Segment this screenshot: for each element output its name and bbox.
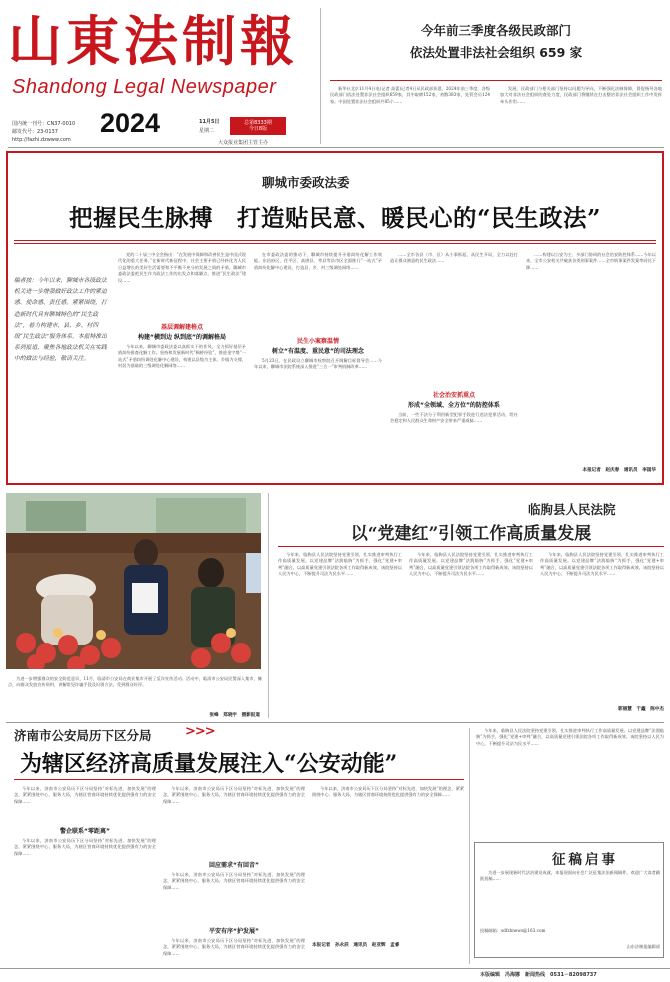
feature-col4-body: ……构建以公安为主、多部门协同的社会治安防控体系……今年以来，全市公安机关共破获各类刑事案件……全市刑事案件发案率同比下降…… bbox=[526, 252, 656, 270]
jinan-col2-body2: 今年以来，济南市公安局历下区分局坚持“对标先进、加快发展”的理念，紧紧围绕中心、服务大局，为辖区营商环境持续优化提供强有力的安全保障…… bbox=[163, 872, 305, 890]
edition-weekday: 星期二 bbox=[199, 128, 215, 134]
edition-date: 11月5日 bbox=[199, 119, 220, 125]
feature-col3-body2: 当前，一些不法分子利用新型犯罪手段进行违法犯罪活动，给社会稳定和人民群众生命财产安全带来严重威胁…… bbox=[390, 412, 518, 424]
issue-number: 总第8333期 bbox=[244, 120, 272, 126]
page-footer bbox=[0, 968, 670, 982]
jinan-subhead-2: 回应需求“有回音” bbox=[209, 862, 259, 869]
jinan-byline: 本报记者 孙永辰 通讯员 赵亚辉 孟睿 bbox=[312, 943, 400, 948]
column-divider bbox=[320, 8, 321, 144]
linqu-byline: 郭丽慧 于鑫 陈中杰 bbox=[618, 707, 664, 712]
website-url[interactable]: http://fazhi.dzwww.com bbox=[12, 137, 71, 143]
masthead-logo: 山東法制報 bbox=[8, 9, 298, 73]
teaser-body-right: 发展。民政部门与相关部门坚持以问题为导向，不断强化法制保障，督促指导各地加大对非法社会组织的查处力度，民政部门将继续在打击整治非法社会组织工作中发挥牵头作用…… bbox=[500, 86, 662, 104]
section-divider bbox=[6, 722, 664, 723]
news-photo[interactable] bbox=[6, 493, 261, 669]
linqu-headline[interactable]: 以“党建红”引领工作高质量发展 bbox=[350, 524, 592, 544]
jinan-intro: 今年以来，济南市公安局历下区分局坚持“对标先进、加快发展”的理念，紧紧围绕中心、服务大局，为辖区营商环境持续优化提供强有力的安全保障…… bbox=[14, 786, 156, 804]
chevron-right-icon: >>> bbox=[185, 724, 215, 739]
feature-col3-body1: ……全市各县（市、区）从小事抓起、从民生开局，全力以赴打造让群众满意的民生政法…… bbox=[390, 252, 518, 264]
linqu-body-col3: 今年来，临朐县人民法院坚持党建引领，扎实推进审判执行工作高质量发展。以党建品牌“法润临朐”为抓手，强化“党建+审判”融合，以高质量党建引领法院各项工作取得新成效。该院坚持以人民为中心，不断提升司法为民水平…… bbox=[540, 552, 664, 577]
feature-col1-subhead: 基层调解建格点 bbox=[160, 324, 203, 331]
issue-badge bbox=[230, 117, 286, 135]
photo-caption: 为进一步增强群众的安全防范意识，11月，临清市公安局在商业集市开展了反诈宣传活动。活动中，临清市公安局民警深入集市、摊点，向群众发放宣传资料，讲解常见诈骗手段及识别方法，受到群众好评。 bbox=[8, 676, 262, 688]
linqu-continued-body: 今年来，临朐县人民法院坚持党建引领，扎实推进审判执行工作高质量发展。以党建品牌“法润临朐”为抓手，强化“党建+审判”融合，以高质量党建引领法院各项工作取得新成效。该院坚持以人民为中心，不断提升司法为民水平…… bbox=[476, 728, 664, 746]
edition-year: 2024 bbox=[100, 108, 161, 138]
publisher-line: 大众报业集团主管主办 bbox=[218, 140, 269, 146]
column-divider bbox=[268, 493, 269, 718]
linqu-kicker[interactable]: 临朐县人民法院 bbox=[528, 502, 616, 517]
call-for-papers-signature: 山东法制报编辑部 bbox=[626, 944, 660, 949]
submission-email[interactable]: 投稿邮箱：sdfzbnews@163.com bbox=[480, 928, 546, 933]
jinan-rule bbox=[14, 779, 464, 780]
masthead-divider bbox=[8, 147, 664, 148]
linqu-body-col2: 今年来，临朐县人民法院坚持党建引领，扎实推进审判执行工作高质量发展。以党建品牌“法润临朐”为抓手，强化“党建+审判”融合，以高质量党建引领法院各项工作取得新成效。该院坚持以人民为中心，不断提升司法为民水平…… bbox=[409, 552, 533, 577]
feature-col2-subhead: 民生小案察温情 bbox=[296, 338, 339, 345]
footer-text: 本版编辑 冯海娜 新闻热线 0531－82098737 bbox=[480, 972, 597, 978]
linqu-rule bbox=[278, 546, 664, 547]
jinan-subhead-1: 警企联系“零距离” bbox=[60, 828, 110, 835]
feature-col1-subhead2: 构建“横到边 纵到底”的调解格局 bbox=[138, 334, 226, 341]
page-count: 今日8版 bbox=[248, 126, 268, 132]
market-scene-illustration bbox=[6, 493, 261, 669]
feature-col1-intro: 党的二十届三中全会指出：“在发展中保障和改善民生是中国式现代化的重大任务。”在新时代新征程中，社会主要矛盾已经转化为人民日益增长的美好生活需要和不平衡不充分的发展之间的矛盾。聊城市委政法委把民生作为政法工作的出发点和落脚点，推进“民生政法”建设…… bbox=[118, 252, 246, 283]
photo-credit: 张峰 郑晓宇 摄影报道 bbox=[209, 713, 260, 718]
masthead-english-title: Shandong Legal Newspaper bbox=[12, 76, 277, 98]
feature-byline: 本报记者 赵庆春 通讯员 李国华 bbox=[582, 468, 656, 473]
feature-col3-subhead2: 形成“全领域、全方位”的防控体系 bbox=[408, 402, 500, 409]
call-for-papers-body: 为进一步展现新时代法治建设成就，本报现面向社会广泛征集法治新闻稿件。欢迎广大读者踊跃投稿…… bbox=[480, 870, 660, 882]
feature-headline[interactable]: 把握民生脉搏 打造贴民意、暖民心的“民生政法” bbox=[68, 204, 602, 232]
teaser-body-left: 新华社北京11月4日电(记者 高蕾)记者4日从民政部获悉，2024年前三季度，各级民政部门依法处置非法社会组织659家，其中取缔152家，劝散383家，处罚会员124家。中国处置非法社会组织共85个…… bbox=[330, 86, 490, 104]
jinan-col1-body: 今年以来，济南市公安局历下区分局坚持“对标先进、加快发展”的理念，紧紧围绕中心、服务大局，为辖区营商环境持续优化提供强有力的安全保障…… bbox=[14, 838, 156, 856]
teaser-title-line1[interactable]: 今年前三季度各级民政部门 bbox=[420, 23, 571, 38]
teaser-headline-block[interactable] bbox=[330, 20, 662, 64]
call-for-papers-title[interactable]: 征稿启事 bbox=[552, 852, 618, 868]
teaser-title-line2[interactable]: 依法处置非法社会组织 659 家 bbox=[409, 45, 583, 60]
jinan-col2-body3: 今年以来，济南市公安局历下区分局坚持“对标先进、加快发展”的理念，紧紧围绕中心、服务大局，为辖区营商环境持续优化提供强有力的安全保障…… bbox=[163, 938, 305, 956]
teaser-rule bbox=[330, 80, 662, 81]
feature-rule-bottom bbox=[14, 243, 656, 244]
feature-rule-top bbox=[14, 240, 656, 241]
registration-number: 国内统一刊号：CN37-0010 bbox=[12, 121, 76, 127]
jinan-headline[interactable]: 为辖区经济高质量发展注入“公安动能” bbox=[20, 751, 398, 777]
footer-rule bbox=[0, 968, 670, 969]
feature-kicker[interactable]: 聊城市委政法委 bbox=[262, 175, 350, 190]
postal-code: 邮发代号：23-0137 bbox=[12, 129, 58, 135]
jinan-col3-body: 今年以来，济南市公安局历下区分局坚持“对标先进、加快发展”的理念，紧紧围绕中心、服务大局，为辖区营商环境持续优化提供强有力的安全保障…… bbox=[312, 786, 464, 798]
feature-col2-body1: 在市委政法委的推动下，聊城市持续提升矛盾纠纷化解工作效能。东昌府区、茌平区、高唐县、莘县等县市区全面推行“一站式”矛盾纠纷化解中心建设，打造县、乡、村三级调处网络…… bbox=[254, 252, 382, 270]
editor-note: 编者按：今年以来，聊城市各级政法机关进一步增强做好政法工作的紧迫感、使命感、责任感，紧紧围绕，打造新时代具有聊城特色的“民生政法”，着力构建市、县、乡、村四级“民生政法”服务体系。本报特推出系列报道，聚焦各地政法机关在实践中的做法与经验，敬请关注。 bbox=[14, 278, 107, 363]
feature-col2-subhead2: 树立“有温度、重民意”的司法理念 bbox=[272, 348, 364, 355]
feature-col3-subhead: 社会治安抓重点 bbox=[432, 392, 475, 399]
feature-col1-body: 今年以来，聊城市委政法委以真抓实干的作风，全力抓好基层矛盾纠纷排查化解工作。坚持和发展新时代“枫桥经验”，推进金字塔“一站式”矛盾纠纷调处化解中心建设，构建以县级为主体、乡镇为支撑、村居为基础的三级调处化解网络…… bbox=[118, 344, 246, 369]
column-divider bbox=[469, 728, 470, 964]
feature-col2-body2: 5月23日，在民政设立聊城市检察院召开调解目标督导会……今年以来，聊城市法院系统深入推进“三合一”审判机制改革…… bbox=[254, 358, 382, 370]
jinan-col2-body1: 今年以来，济南市公安局历下区分局坚持“对标先进、加快发展”的理念，紧紧围绕中心、服务大局，为辖区营商环境持续优化提供强有力的安全保障…… bbox=[163, 786, 305, 804]
linqu-body-col1: 今年来，临朐县人民法院坚持党建引领，扎实推进审判执行工作高质量发展。以党建品牌“法润临朐”为抓手，强化“党建+审判”融合，以高质量党建引领法院各项工作取得新成效。该院坚持以人民为中心，不断提升司法为民水平…… bbox=[278, 552, 402, 577]
jinan-kicker[interactable]: 济南市公安局历下区分局 bbox=[14, 728, 152, 743]
jinan-subhead-3: 平安有序“护发展” bbox=[209, 928, 259, 935]
